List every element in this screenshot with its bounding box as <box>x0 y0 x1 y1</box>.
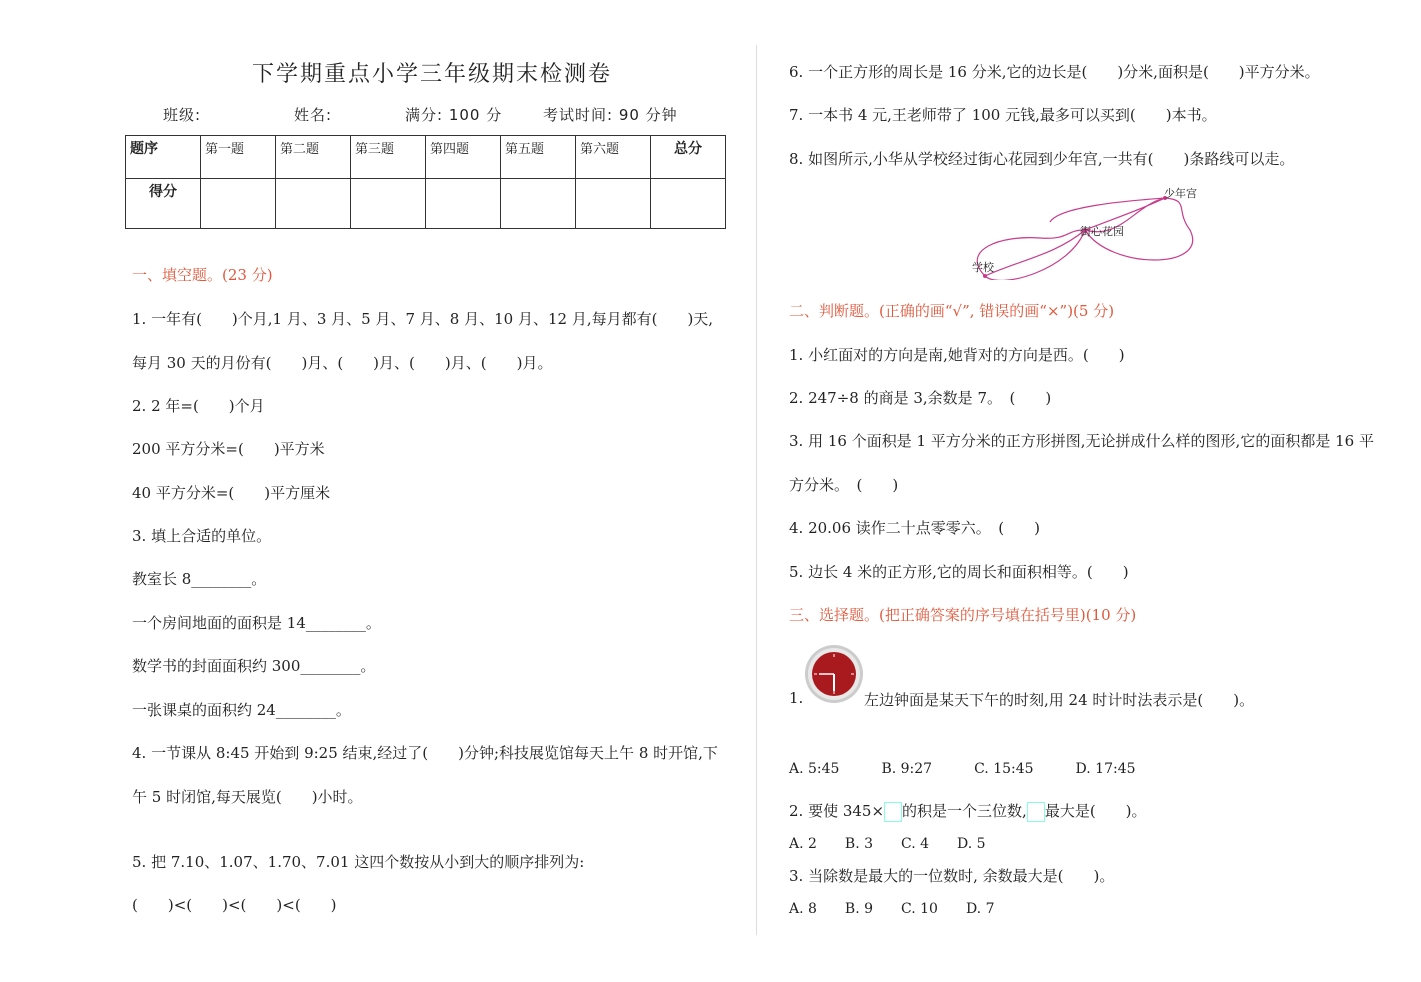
question-options: A. 2 B. 3 C. 4 D. 5 <box>789 836 986 852</box>
score-cell[interactable] <box>276 179 351 229</box>
question-line: 4. 20.06 读作二十点零零六。 ( ) <box>789 519 1040 537</box>
section-fill-blank: 一、填空题。(23 分) <box>132 266 273 284</box>
question-line: 40 平方分米=( )平方厘米 <box>132 484 331 502</box>
question-line: 2. 2 年=( )个月 <box>132 397 265 415</box>
question-line: 每月 30 天的月份有( )月、( )月、( )月、( )月。 <box>132 354 553 372</box>
question-line: ( )<( )<( )<( ) <box>132 896 337 914</box>
map-label-palace: 少年宫 <box>1164 187 1197 200</box>
page-title: 下学期重点小学三年级期末检测卷 <box>252 62 613 87</box>
score-cell[interactable] <box>651 179 726 229</box>
section-true-false: 二、判断题。(正确的画“√”, 错误的画“×”)(5 分) <box>789 302 1115 320</box>
score-table-header: 第六题 <box>576 136 651 179</box>
exam-time-label: 考试时间: 90 分钟 <box>543 106 678 124</box>
score-table-header: 第一题 <box>201 136 276 179</box>
question-line: 教室长 8________。 <box>132 570 267 588</box>
question-line: 一个房间地面的面积是 14________。 <box>132 614 381 632</box>
map-label-school: 学校 <box>972 261 994 274</box>
question-line: 7. 一本书 4 元,王老师带了 100 元钱,最多可以买到( )本书。 <box>789 106 1217 124</box>
question-options: A. 8 B. 9 C. 10 D. 7 <box>789 901 995 917</box>
score-table-header: 总分 <box>651 136 726 179</box>
question-line: 方分米。 ( ) <box>789 476 899 494</box>
question-line: 一张课桌的面积约 24________。 <box>132 701 351 719</box>
score-cell[interactable] <box>576 179 651 229</box>
map-label-garden: 街心花园 <box>1080 225 1124 238</box>
question-line: 200 平方分米=( )平方米 <box>132 440 325 458</box>
question-text: 2. 要使 345× <box>789 802 885 820</box>
score-table <box>125 135 726 229</box>
blank-box[interactable] <box>1027 802 1045 822</box>
question-text: 最大是( )。 <box>1044 802 1147 820</box>
full-score-label: 满分: 100 分 <box>405 106 503 124</box>
score-table-header: 第五题 <box>501 136 576 179</box>
question-options: A. 5:45 B. 9:27 C. 15:45 D. 17:45 <box>789 761 1136 777</box>
column-divider <box>756 45 757 935</box>
score-cell[interactable] <box>351 179 426 229</box>
question-line: 6. 一个正方形的周长是 16 分米,它的边长是( )分米,面积是( )平方分米。 <box>789 63 1320 81</box>
clock-icon <box>804 644 864 704</box>
question-line: 8. 如图所示,小华从学校经过街心花园到少年宫,一共有( )条路线可以走。 <box>789 150 1295 168</box>
score-table-header: 第三题 <box>351 136 426 179</box>
question-line: 数学书的封面面积约 300________。 <box>132 657 376 675</box>
question-line: 4. 一节课从 8:45 开始到 9:25 结束,经过了( )分钟;科技展览馆每天上午 8 时开馆,下 <box>132 744 718 762</box>
question-line: 2. 247÷8 的商是 3,余数是 7。 ( ) <box>789 389 1052 407</box>
score-table-header: 第二题 <box>276 136 351 179</box>
question-number: 1. <box>789 689 804 707</box>
question-line: 午 5 时闭馆,每天展览( )小时。 <box>132 788 363 806</box>
score-cell[interactable] <box>201 179 276 229</box>
question-line: 3. 当除数是最大的一位数时, 余数最大是( )。 <box>789 867 1115 885</box>
question-line: 5. 边长 4 米的正方形,它的周长和面积相等。( ) <box>789 563 1129 581</box>
blank-box[interactable] <box>884 802 902 822</box>
question-line: 1. 一年有( )个月,1 月、3 月、5 月、7 月、8 月、10 月、12 月,每月都有( )天, <box>132 310 714 328</box>
score-cell[interactable] <box>501 179 576 229</box>
score-table-header: 题序 <box>126 136 201 179</box>
score-row-label: 得分 <box>126 179 201 229</box>
score-cell[interactable] <box>426 179 501 229</box>
question-line: 3. 用 16 个面积是 1 平方分米的正方形拼图,无论拼成什么样的图形,它的面积都是 16 平 <box>789 432 1374 450</box>
question-line: 左边钟面是某天下午的时刻,用 24 时计时法表示是( )。 <box>864 691 1255 709</box>
section-multiple-choice: 三、选择题。(把正确答案的序号填在括号里)(10 分) <box>789 606 1137 624</box>
question-line <box>789 800 1147 822</box>
question-line: 1. 小红面对的方向是南,她背对的方向是西。( ) <box>789 346 1125 364</box>
question-line: 5. 把 7.10、1.07、1.70、7.01 这四个数按从小到大的顺序排列为: <box>132 853 585 871</box>
score-table-header: 第四题 <box>426 136 501 179</box>
question-text: 的积是一个三位数, <box>902 802 1027 820</box>
question-line: 3. 填上合适的单位。 <box>132 527 272 545</box>
class-label: 班级: <box>163 106 202 124</box>
name-label: 姓名: <box>294 106 333 124</box>
